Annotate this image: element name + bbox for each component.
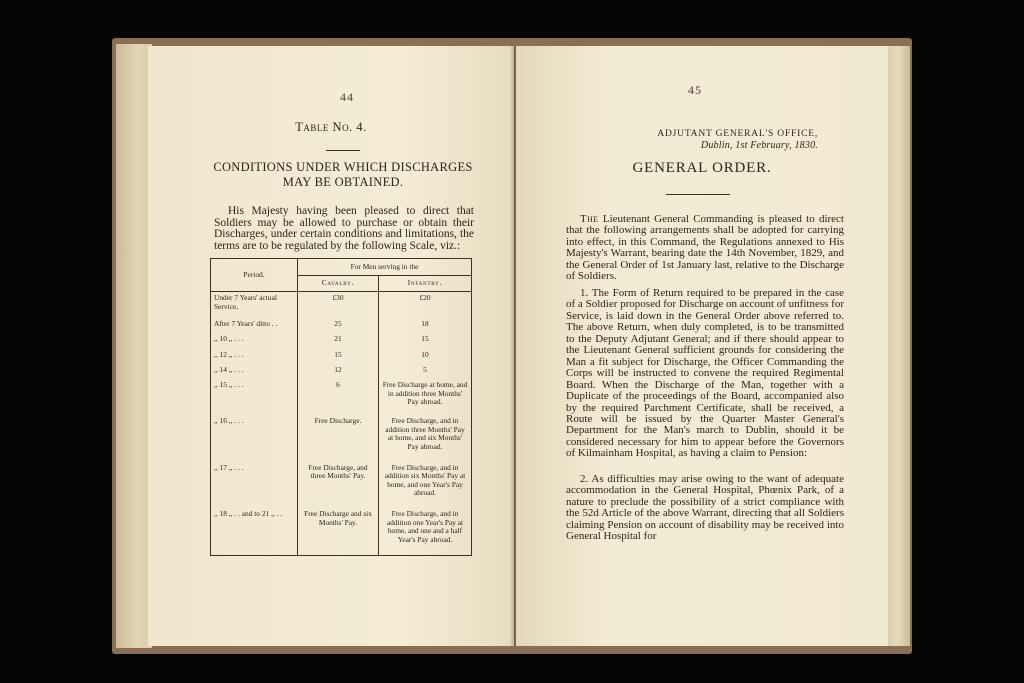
infantry-cell: Free Discharge, and in addition three Months' Pay at home, and six Months' Pay abroad. <box>379 415 472 461</box>
period-cell: ,, 15 ,, . . . <box>211 379 298 415</box>
cavalry-cell: Free Discharge. <box>298 415 379 461</box>
cavalry-header: Cavalry. <box>298 275 379 292</box>
infantry-header: Infantry. <box>379 275 472 292</box>
cavalry-cell: Free Discharge, and three Months' Pay. <box>298 462 379 508</box>
paragraph-lead-word: The <box>580 213 599 225</box>
infantry-cell: 18 <box>379 318 472 333</box>
order-paragraph <box>566 214 844 283</box>
left-page <box>148 46 514 646</box>
infantry-cell: Free Discharge, and in addition six Months' Pay at home, and one Year's Pay abroad. <box>379 462 472 508</box>
cavalry-cell: £30 <box>298 292 379 318</box>
right-page <box>516 46 888 646</box>
period-cell: ,, 10 ,, . . . <box>211 333 298 348</box>
period-cell: ,, 17 ,, . . . <box>211 462 298 508</box>
page-number: 44 <box>340 90 354 104</box>
infantry-cell: 10 <box>379 349 472 364</box>
period-cell: ,, 18 ,, . . and to 21 ,, . . <box>211 508 298 555</box>
period-cell: Under 7 Years' actual Service, <box>211 292 298 318</box>
divider <box>666 194 730 195</box>
order-paragraph: 1. The Form of Return required to be prepared in the case of a Soldier proposed for Discharge on account of unfitness for Service, is laid down in the General Order above referred to. The above Return, when duly completed, is to be transmitted to the Deputy Adjutant General; and if there should appear to the Lieutenant General sufficient grounds for considering the Man a fit subject for Discharge, the Officer Commanding the Corps will be instructed to convene the required Regimental Board. When the Discharge of the Man, together with a Duplicate of the proceedings of the Board, accompanied also by the required Parchment Certificate, shall be received, a Route will be issued by the Quarter Master General's Department for the Man's march to Dublin, should it be considered necessary for him to appear before the Governors of Kilmainham Hospital, as having a claim to Pension: <box>566 287 844 460</box>
table-row <box>211 379 472 415</box>
period-cell: ,, 14 ,, . . . <box>211 364 298 379</box>
table-row <box>211 349 472 364</box>
table-row <box>211 415 472 461</box>
page-edges-left <box>116 44 152 648</box>
page-title: CONDITIONS UNDER WHICH DISCHARGES MAY BE OBTAINED. <box>213 160 473 189</box>
period-header: Period. <box>211 259 298 292</box>
cavalry-cell: 6 <box>298 379 379 415</box>
table-row <box>211 318 472 333</box>
discharge-scale-table <box>210 258 472 556</box>
cavalry-cell: 12 <box>298 364 379 379</box>
page-title: GENERAL ORDER. <box>632 160 772 176</box>
dateline: Dublin, 1st February, 1830. <box>700 140 818 151</box>
office-header <box>657 128 818 152</box>
divider <box>326 150 360 151</box>
page-edges-right <box>886 46 910 646</box>
period-cell: After 7 Years' ditto . . <box>211 318 298 333</box>
infantry-cell: Free Discharge, and in addition one Year's Pay at home, and one and a half Year's Pay abroad. <box>379 508 472 555</box>
table-row <box>211 364 472 379</box>
period-cell: ,, 16 ,, . . . <box>211 415 298 461</box>
paragraph-text: Lieutenant General Commanding is pleased to direct that the following arrangements shall be adopted for carrying into effect, in this Command, the Regulations annexed to His Majesty's Warrant, bearing date the 14th November, 1829, and the General Order of 1st January last, relative to the Discharge of Soldiers. <box>566 213 844 283</box>
table-row <box>211 292 472 318</box>
infantry-cell: 5 <box>379 364 472 379</box>
infantry-cell: Free Discharge at home, and in addition three Months' Pay abroad. <box>379 379 472 415</box>
table-row <box>211 462 472 508</box>
cavalry-cell: 15 <box>298 349 379 364</box>
period-cell: ,, 12 ,, . . . <box>211 349 298 364</box>
intro-paragraph: His Majesty having been pleased to direct that Soldiers may be allowed to purchase or obtain their Discharges, under certain conditions and limitations, the terms are to be regulated by the following Scale, viz.: <box>214 205 474 252</box>
table-row <box>211 508 472 555</box>
page-number: 45 <box>688 83 702 97</box>
infantry-cell: 15 <box>379 333 472 348</box>
cavalry-cell: Free Discharge and six Months' Pay. <box>298 508 379 555</box>
cavalry-cell: 21 <box>298 333 379 348</box>
office-name: ADJUTANT GENERAL'S OFFICE, <box>657 129 818 139</box>
table-row <box>211 333 472 348</box>
group-header: For Men serving in the <box>298 259 472 276</box>
order-paragraph: 2. As difficulties may arise owing to the want of adequate accommodation in the General Hospital, Phœnix Park, of a nature to preclude the possibility of a strict compliance with the 52d Article of the above Warrant, directing that all Soldiers claiming Pension on account of disability may be received into General Hospital for <box>566 473 844 543</box>
table-header-row <box>211 259 472 276</box>
infantry-cell: £20 <box>379 292 472 318</box>
cavalry-cell: 25 <box>298 318 379 333</box>
table-heading: Table No. 4. <box>295 120 367 134</box>
